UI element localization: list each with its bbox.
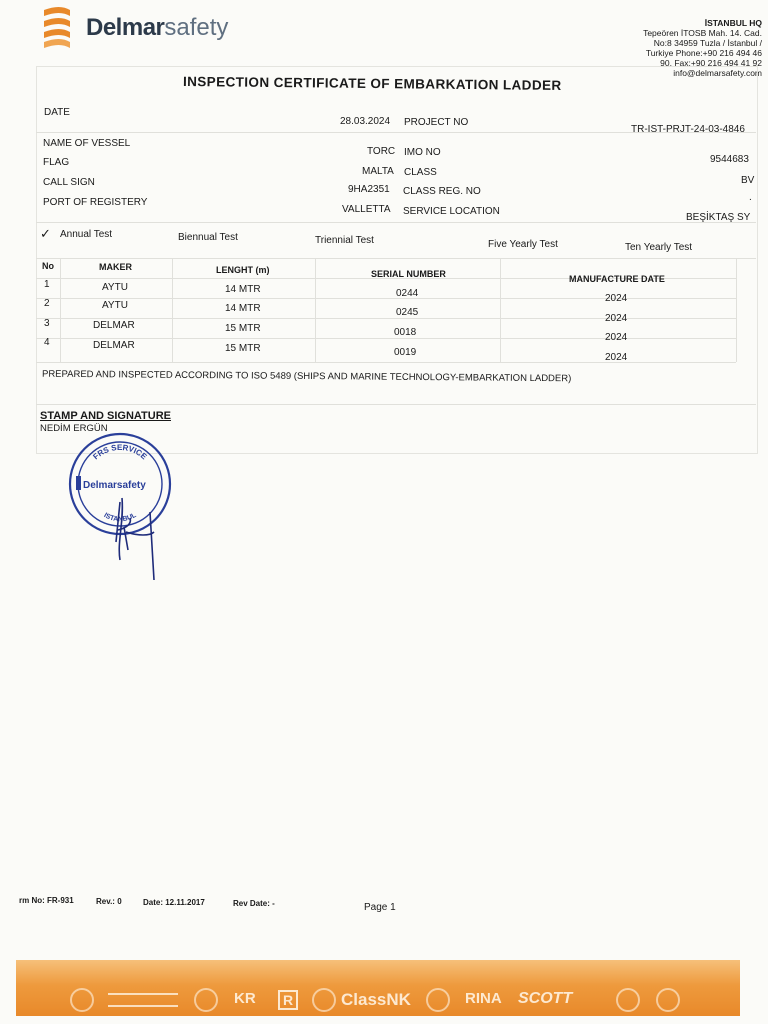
table-row-manufacture: 2024	[605, 332, 628, 343]
flag-label: FLAG	[43, 157, 70, 168]
table-header-maker: MAKER	[99, 262, 132, 272]
project-label: PROJECT NO	[404, 117, 469, 128]
test-triennial: Triennial Test	[315, 235, 374, 246]
badge-icon	[312, 988, 336, 1012]
stamp-ring-top: FRS SERVICE	[91, 442, 149, 462]
address-line: 90, Fax:+90 216 494 41 92	[660, 58, 762, 68]
table-row-no: 2	[44, 298, 50, 309]
revision: Rev.: 0	[96, 897, 122, 906]
table-row-length: 14 MTR	[225, 284, 261, 295]
vessel-label: NAME OF VESSEL	[43, 138, 131, 149]
location-value: BEŞİKTAŞ SY	[686, 212, 751, 223]
grid-line	[36, 298, 736, 299]
table-row-length: 15 MTR	[225, 323, 261, 334]
flag-value: MALTA	[362, 166, 394, 177]
grid-line	[172, 258, 173, 362]
grid-line	[36, 318, 736, 319]
classreg-value: .	[749, 192, 752, 203]
table-row-maker: DELMAR	[93, 340, 135, 351]
test-biennual: Biennual Test	[178, 232, 238, 243]
address-line: Tepeören İTOSB Mah. 14. Cad.	[643, 28, 762, 38]
checkmark-icon: ✓	[40, 226, 51, 241]
company-name	[86, 14, 228, 42]
grid-line	[315, 258, 316, 362]
badge-icon	[194, 988, 218, 1012]
grid-line	[60, 258, 61, 362]
class-value: BV	[741, 175, 755, 186]
partner-logo-classnk: ClassNK	[341, 990, 411, 1009]
address-hq: İSTANBUL HQ	[704, 18, 762, 28]
table-row-serial: 0018	[394, 327, 417, 338]
divider	[36, 404, 756, 405]
company-name-light: safety	[164, 14, 229, 41]
port-value: VALLETTA	[342, 204, 391, 215]
address-line: Turkiye Phone:+90 216 494 46	[645, 48, 762, 58]
partner-logo-r: R	[278, 990, 298, 1010]
table-row-length: 14 MTR	[225, 303, 261, 314]
partner-logo-scott: SCOTT	[518, 990, 573, 1007]
table-header-serial: SERIAL NUMBER	[371, 269, 446, 279]
imo-value: 9544683	[710, 154, 749, 165]
table-row-maker: AYTU	[102, 300, 128, 311]
signatory-name: NEDİM ERGÜN	[40, 423, 108, 434]
table-header-manufacture: MANUFACTURE DATE	[569, 274, 665, 284]
table-row-serial: 0019	[394, 347, 417, 358]
form-number: rm No: FR-931	[19, 896, 74, 905]
table-row-serial: 0244	[396, 288, 419, 299]
globe-icon	[656, 988, 680, 1012]
table-row-maker: DELMAR	[93, 320, 135, 331]
grid-line	[736, 258, 737, 362]
date-value: 28.03.2024	[340, 116, 391, 127]
table-header-length: LENGHT (m)	[216, 265, 270, 275]
revision-date: Rev Date: -	[233, 899, 275, 908]
table-row-no: 1	[44, 279, 50, 290]
badge-icon	[616, 988, 640, 1012]
test-five-yearly: Five Yearly Test	[488, 239, 558, 250]
grid-line	[36, 338, 736, 339]
badge-icon	[426, 988, 450, 1012]
callsign-value: 9HA2351	[348, 184, 390, 195]
table-row-manufacture: 2024	[605, 313, 628, 324]
certificate-title: INSPECTION CERTIFICATE OF EMBARKATION LADDER	[182, 74, 562, 93]
class-label: CLASS	[404, 167, 437, 178]
date-label: DATE	[44, 107, 70, 118]
table-row-manufacture: 2024	[605, 293, 628, 304]
imo-label: IMO NO	[404, 147, 441, 158]
test-ten-yearly: Ten Yearly Test	[625, 242, 693, 253]
divider	[36, 222, 756, 223]
page-number: Page 1	[364, 902, 396, 913]
grid-line	[500, 258, 501, 362]
table-row-serial: 0245	[396, 307, 419, 318]
stamp-logo-text: Delmarsafety	[83, 480, 146, 491]
partner-logo-rina: RINA	[465, 990, 502, 1007]
callsign-label: CALL SIGN	[43, 177, 95, 188]
location-label: SERVICE LOCATION	[403, 206, 500, 217]
table-row-no: 4	[44, 337, 50, 348]
table-row-maker: AYTU	[102, 282, 128, 293]
partner-logo-kr: KR	[234, 990, 256, 1007]
badge-icon	[70, 988, 94, 1012]
project-value: TR-IST-PRJT-24-03-4846	[631, 124, 745, 135]
table-row-no: 3	[44, 318, 50, 329]
table-row-manufacture: 2024	[605, 352, 628, 363]
company-logo-icon	[40, 4, 74, 50]
port-label: PORT OF REGISTERY	[43, 197, 148, 208]
company-name-bold: Delmar	[86, 14, 165, 41]
grid-line	[36, 362, 736, 363]
address-line: No:8 34959 Tuzla / İstanbul /	[653, 38, 762, 48]
stamp-ring-bottom: ISTANBUL	[102, 511, 138, 524]
table-row-length: 15 MTR	[225, 343, 261, 354]
classreg-label: CLASS REG. NO	[403, 186, 481, 197]
test-annual: Annual Test	[60, 229, 113, 240]
stamp-title: STAMP AND SIGNATURE	[40, 410, 171, 422]
vessel-value: TORC	[367, 146, 396, 157]
table-header-no: No	[42, 261, 54, 271]
stripes-logo-icon	[108, 993, 178, 1007]
address-line: info@delmarsafety.com	[673, 68, 762, 78]
standard-note: PREPARED AND INSPECTED ACCORDING TO ISO 5489 (SHIPS AND MARINE TECHNOLOGY-EMBARKATION LADDER)	[41, 368, 572, 385]
divider	[36, 258, 756, 259]
company-stamp-icon	[62, 432, 178, 588]
form-date: Date: 12.11.2017	[143, 898, 205, 907]
